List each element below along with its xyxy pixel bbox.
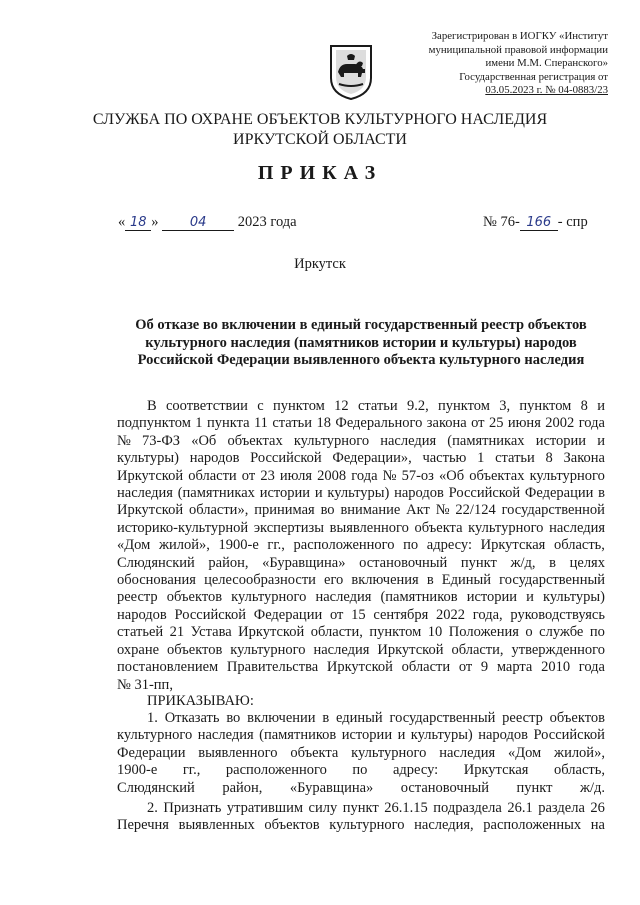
word: Единый bbox=[441, 572, 492, 589]
word: Российской bbox=[250, 450, 322, 467]
word: 21 bbox=[169, 624, 185, 641]
registration-line-2: муниципальной правовой информации bbox=[428, 43, 608, 56]
word: 73-ФЗ bbox=[141, 432, 181, 449]
word: пунктом bbox=[369, 624, 422, 641]
word: историко-культурной bbox=[117, 519, 249, 536]
word: Положения bbox=[448, 624, 519, 641]
word: государственной bbox=[501, 502, 605, 519]
word: единый bbox=[336, 710, 383, 726]
text-line bbox=[117, 745, 605, 762]
word: силу bbox=[308, 800, 338, 816]
word: с bbox=[257, 398, 264, 414]
word: наследия bbox=[380, 432, 437, 449]
text-line bbox=[117, 415, 605, 432]
text-line bbox=[117, 555, 605, 572]
word: пунктом bbox=[519, 398, 572, 414]
word: «Об bbox=[191, 432, 217, 449]
word: ж/д. bbox=[579, 779, 605, 796]
text-line bbox=[117, 659, 605, 676]
word: экспертизы bbox=[253, 519, 324, 536]
word: охране bbox=[117, 641, 160, 658]
word: от bbox=[471, 415, 485, 432]
word: руководствуясь bbox=[510, 606, 605, 623]
word: Иркутской bbox=[238, 624, 305, 641]
word: расположенного bbox=[225, 762, 327, 779]
word: включения bbox=[351, 572, 419, 589]
word: истории bbox=[341, 727, 393, 744]
date-close-quote: » bbox=[151, 214, 159, 230]
word: Акт bbox=[406, 502, 430, 519]
word: целях bbox=[569, 554, 605, 571]
word: пункт bbox=[342, 800, 379, 816]
word: реестр bbox=[502, 710, 543, 726]
word: ж/д, bbox=[510, 554, 536, 571]
word: наследия bbox=[197, 727, 254, 744]
word: во bbox=[320, 502, 335, 519]
word: 25 bbox=[488, 415, 504, 432]
word: № bbox=[435, 502, 450, 519]
word: Российской bbox=[533, 727, 605, 744]
order-number-value: 166 bbox=[520, 215, 558, 231]
word: Федерального bbox=[335, 415, 423, 432]
word: 2. bbox=[147, 800, 158, 816]
word: пункт bbox=[460, 554, 497, 571]
text-line bbox=[117, 607, 605, 624]
heading-line: Российской Федерации выявленного объекта культурного наследия bbox=[137, 352, 585, 368]
word: 9 bbox=[480, 659, 489, 676]
word: по bbox=[589, 624, 605, 641]
word: июня bbox=[507, 415, 541, 432]
word: статьей bbox=[117, 624, 164, 641]
word: 2022 bbox=[436, 606, 466, 623]
text-line bbox=[117, 485, 605, 502]
word: расположенного bbox=[293, 537, 395, 554]
word: жилой», bbox=[554, 744, 605, 761]
text-line bbox=[117, 817, 605, 834]
word: (памятниках bbox=[447, 432, 525, 449]
word: истории bbox=[259, 485, 311, 502]
word: и bbox=[314, 485, 323, 502]
word: Слюдянский bbox=[117, 779, 195, 796]
word: 10 bbox=[427, 624, 443, 641]
word: подраздела bbox=[433, 800, 502, 816]
word: объектов bbox=[264, 817, 320, 834]
word: народов bbox=[117, 606, 167, 623]
word: № bbox=[117, 432, 131, 449]
word: года bbox=[578, 659, 605, 676]
word: Закона bbox=[563, 450, 605, 467]
word: наследия bbox=[315, 589, 372, 606]
word: 12 bbox=[334, 398, 349, 414]
preamble-paragraph bbox=[117, 398, 605, 694]
text-line bbox=[117, 677, 605, 694]
word: Федерации bbox=[253, 606, 323, 623]
word: утратившим bbox=[226, 800, 304, 816]
text-line bbox=[117, 727, 605, 744]
word: области bbox=[188, 467, 237, 484]
text-line bbox=[117, 450, 605, 467]
text-line bbox=[117, 624, 605, 641]
text-line bbox=[117, 710, 605, 727]
word: июля bbox=[279, 467, 313, 484]
word: и bbox=[526, 589, 534, 606]
word: статьи bbox=[272, 415, 313, 432]
word: обоснования bbox=[117, 572, 196, 589]
word: подпунктом bbox=[117, 415, 191, 432]
word: 8 bbox=[545, 450, 553, 467]
word: принимая bbox=[254, 502, 315, 519]
word: Слюдянский bbox=[117, 554, 195, 571]
organization-title-line-1: СЛУЖБА ПО ОХРАНЕ ОБЪЕКТОВ КУЛЬТУРНОГО НАСЛЕДИЯ bbox=[92, 111, 548, 128]
word: Перечня bbox=[117, 817, 169, 834]
word: 2008 bbox=[317, 467, 347, 484]
word: (памятниках bbox=[177, 485, 255, 502]
word: 2010 bbox=[541, 659, 571, 676]
word: закона bbox=[426, 415, 467, 432]
word: от bbox=[329, 606, 344, 623]
word: от bbox=[458, 659, 473, 676]
order-number bbox=[483, 214, 588, 231]
word: области, bbox=[310, 624, 363, 641]
word: Признать bbox=[163, 800, 222, 816]
word: пункта bbox=[206, 415, 250, 432]
word: статьи bbox=[357, 398, 398, 414]
word: объектах bbox=[469, 467, 525, 484]
word: культурного bbox=[351, 744, 427, 761]
word: государственный bbox=[499, 572, 605, 589]
word: наследия bbox=[439, 744, 496, 761]
word: Иркутская bbox=[463, 762, 529, 779]
word: в bbox=[549, 554, 557, 571]
word: «Буравщина» bbox=[289, 779, 374, 796]
word: во bbox=[226, 710, 241, 726]
word: года bbox=[351, 467, 378, 484]
registration-line-4: Государственная регистрация от bbox=[459, 70, 608, 83]
word: 1. bbox=[147, 710, 158, 726]
word: жилой», bbox=[158, 537, 210, 554]
word: 9.2, bbox=[406, 398, 429, 414]
order-number-suffix: - спр bbox=[557, 214, 588, 230]
word: «Дом bbox=[117, 537, 151, 554]
word: соответствии bbox=[165, 398, 248, 414]
text-line bbox=[117, 433, 605, 450]
word: Иркутской bbox=[377, 641, 444, 658]
word: частью bbox=[422, 450, 467, 467]
word: (памятников bbox=[380, 589, 458, 606]
word: по bbox=[352, 762, 368, 779]
document-type: ПРИКАЗ bbox=[257, 162, 383, 184]
word: выявленных bbox=[178, 817, 255, 834]
word: истории bbox=[535, 432, 587, 449]
word: область, bbox=[554, 762, 605, 779]
word: 1 bbox=[195, 415, 203, 432]
word: культурного bbox=[468, 519, 544, 536]
word: район, bbox=[222, 779, 263, 796]
word: объектов bbox=[166, 589, 223, 606]
word: постановлением bbox=[117, 659, 219, 676]
registration-line-3: имени М.М. Сперанского» bbox=[485, 57, 608, 70]
word: 15 bbox=[351, 606, 366, 623]
word: наследия bbox=[313, 641, 370, 658]
word: целесообразности bbox=[204, 572, 316, 589]
text-line bbox=[117, 537, 605, 554]
word: Отказать bbox=[164, 710, 220, 726]
word: 1900-е bbox=[117, 762, 158, 779]
date-day: 18 bbox=[125, 215, 151, 231]
word: по bbox=[403, 537, 419, 554]
word: Иркутской bbox=[117, 502, 184, 519]
word: о bbox=[525, 624, 533, 641]
registration-stamp bbox=[400, 30, 608, 98]
word: культурного bbox=[117, 727, 193, 744]
word: адресу: bbox=[426, 537, 472, 554]
word: 57-оз bbox=[401, 467, 434, 484]
word: гг., bbox=[182, 762, 201, 779]
word: и bbox=[397, 727, 406, 744]
word: Федерации», bbox=[332, 450, 412, 467]
organization-title bbox=[0, 110, 640, 150]
word: от bbox=[241, 467, 256, 484]
word: пунктом bbox=[272, 398, 325, 414]
text-line bbox=[117, 642, 605, 659]
registration-line-1: Зарегистрирован в ИОГКУ «Институт bbox=[431, 30, 608, 42]
heading-line: культурного наследия (памятников истории и культуры) народов bbox=[145, 334, 577, 351]
text-line bbox=[117, 762, 605, 779]
word: утвержденного bbox=[511, 641, 605, 658]
word: 26.1 bbox=[507, 800, 533, 816]
word: 22/124 bbox=[455, 502, 496, 519]
text-line bbox=[117, 780, 605, 797]
date-open-quote: « bbox=[118, 214, 126, 230]
word: культуры) bbox=[542, 589, 605, 606]
heading-line: Об отказе во включении в единый государственный реестр объектов bbox=[135, 317, 587, 333]
word: в bbox=[598, 485, 605, 502]
word: статьи bbox=[495, 450, 535, 467]
word: Иркутская bbox=[480, 537, 546, 554]
word: Правительства bbox=[226, 659, 319, 676]
word: Иркутской bbox=[326, 659, 393, 676]
text-line bbox=[117, 502, 605, 519]
word: включении bbox=[247, 710, 316, 726]
word: наследия, bbox=[414, 817, 474, 834]
word: сентября bbox=[373, 606, 429, 623]
word: В bbox=[147, 398, 157, 414]
word: 23 bbox=[260, 467, 275, 484]
word: Иркутской bbox=[117, 467, 184, 484]
word: области, bbox=[451, 641, 504, 658]
word: культуры) bbox=[117, 450, 179, 467]
word: года bbox=[578, 415, 605, 432]
word: на bbox=[590, 817, 605, 834]
word: внимание bbox=[340, 502, 401, 519]
word: области», bbox=[188, 502, 249, 519]
text-line bbox=[117, 520, 605, 537]
word: марта bbox=[496, 659, 533, 676]
word: Российской bbox=[448, 485, 521, 502]
word: Российской bbox=[174, 606, 246, 623]
word: (памятников bbox=[259, 727, 337, 744]
word: культуры) bbox=[327, 485, 390, 502]
word: года, bbox=[472, 606, 503, 623]
word: Устава bbox=[190, 624, 232, 641]
city: Иркутск bbox=[294, 256, 346, 272]
word: культурного bbox=[230, 641, 306, 658]
organization-title-line-2: ИРКУТСКОЙ ОБЛАСТИ bbox=[233, 131, 407, 148]
word: его bbox=[324, 572, 344, 589]
word: культуры) bbox=[410, 727, 473, 744]
word: 31-пп, bbox=[134, 676, 173, 693]
coat-of-arms-icon bbox=[325, 42, 377, 102]
word: области bbox=[401, 659, 451, 676]
word: гг., bbox=[267, 537, 285, 554]
date-month: 04 bbox=[162, 215, 234, 231]
word: реестр bbox=[117, 589, 158, 606]
word: адресу: bbox=[392, 762, 439, 779]
word: объектов bbox=[549, 710, 605, 726]
order-number-prefix: № 76- bbox=[483, 214, 520, 230]
word: № bbox=[382, 467, 397, 484]
word: и bbox=[597, 398, 605, 414]
word: область, bbox=[553, 537, 605, 554]
word: «Буравщина» bbox=[262, 554, 346, 571]
word: район, bbox=[208, 554, 249, 571]
text-line bbox=[117, 398, 605, 415]
order-date bbox=[118, 214, 297, 231]
word: остановочный bbox=[359, 554, 448, 571]
word: выявленного bbox=[198, 744, 278, 761]
word: пунктом bbox=[438, 398, 490, 414]
word: культурного bbox=[293, 432, 370, 449]
text-line bbox=[117, 800, 605, 817]
word: в bbox=[322, 710, 330, 726]
order-item-2 bbox=[117, 800, 605, 835]
date-year: 2023 года bbox=[237, 214, 297, 230]
word: объекта bbox=[414, 519, 463, 536]
word: в bbox=[426, 572, 434, 589]
text-line bbox=[117, 589, 605, 606]
word: культурного bbox=[231, 589, 307, 606]
text-line bbox=[117, 572, 605, 589]
word: народов bbox=[189, 450, 240, 467]
word: культурного bbox=[529, 467, 605, 484]
word: объектах bbox=[227, 432, 283, 449]
word: выявленного bbox=[329, 519, 409, 536]
word: раздела bbox=[538, 800, 585, 816]
word: народов bbox=[394, 485, 444, 502]
word: государственный bbox=[389, 710, 496, 726]
word: № bbox=[117, 676, 131, 693]
word: объекта bbox=[290, 744, 339, 761]
word: 8 bbox=[580, 398, 588, 414]
order-item-1 bbox=[117, 710, 605, 797]
word: 26 bbox=[590, 800, 605, 816]
order-heading bbox=[118, 317, 604, 370]
word: «Дом bbox=[507, 744, 542, 761]
word: 18 bbox=[316, 415, 331, 432]
word: 3, bbox=[499, 398, 511, 414]
word: Федерации bbox=[524, 485, 594, 502]
word: объектов bbox=[167, 641, 223, 658]
word: наследия bbox=[117, 485, 173, 502]
word: истории bbox=[466, 589, 518, 606]
word: наследия bbox=[549, 519, 605, 536]
word: расположенных bbox=[483, 817, 582, 834]
word: 1900-е bbox=[218, 537, 259, 554]
word: службе bbox=[539, 624, 584, 641]
word: Федерации bbox=[117, 744, 186, 761]
word: остановочный bbox=[400, 779, 489, 796]
word: пункт bbox=[516, 779, 553, 796]
word: 1 bbox=[477, 450, 485, 467]
word: 2002 bbox=[545, 415, 575, 432]
word: народов bbox=[478, 727, 528, 744]
word: 26.1.15 bbox=[384, 800, 428, 816]
word: и bbox=[597, 432, 605, 449]
word: «Об bbox=[439, 467, 465, 484]
registration-number: 03.05.2023 г. № 04-0883/23 bbox=[485, 84, 608, 97]
word: 11 bbox=[253, 415, 268, 432]
word: культурного bbox=[329, 817, 405, 834]
order-word: ПРИКАЗЫВАЮ: bbox=[147, 693, 254, 709]
text-line bbox=[117, 468, 605, 485]
